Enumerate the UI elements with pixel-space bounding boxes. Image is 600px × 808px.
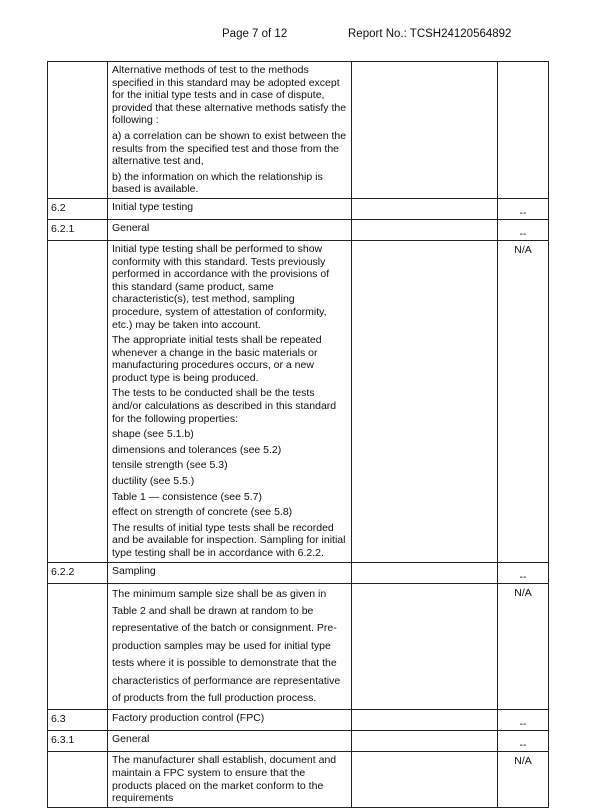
clause-cell	[48, 62, 108, 199]
clause-number: 6.3.1	[48, 731, 108, 752]
verdict-cell: N/A	[498, 752, 549, 807]
table-row	[48, 752, 549, 807]
verdict-cell: --	[498, 731, 549, 752]
result-cell	[352, 731, 498, 752]
verdict-cell: --	[498, 562, 549, 583]
report-number: Report No.: TCSH24120564892	[348, 28, 512, 40]
section-title: General	[108, 219, 352, 240]
requirement-cell	[108, 240, 352, 562]
property-item: ductility (see 5.5.)	[112, 475, 195, 488]
property-item: tensile strength (see 5.3)	[112, 459, 228, 472]
verdict-cell: N/A	[498, 240, 549, 562]
requirement-paragraph: The results of initial type tests shall be recorded and be available for inspection. Sampling for initial type testing shall be in accordance with 6.2.2.	[112, 521, 346, 559]
clause-number: 6.2	[48, 198, 108, 219]
table-row	[48, 198, 549, 219]
property-item: shape (see 5.1.b)	[112, 428, 194, 441]
table-row	[48, 62, 549, 199]
requirement-paragraph: a) a correlation can be shown to exist between the results from the specified test and those from the alternative test and,	[112, 129, 347, 168]
page-number: Page 7 of 12	[222, 28, 288, 40]
result-cell	[352, 62, 498, 199]
requirement-paragraph: The appropriate initial tests shall be repeated whenever a change in the basic materials or manufacturing procedures occurs, or a new product type is being produced.	[112, 334, 322, 384]
result-cell	[352, 752, 498, 807]
property-item: Table 1 — consistence (see 5.7)	[112, 490, 262, 503]
clause-cell	[48, 752, 108, 807]
table-row	[48, 710, 549, 731]
requirement-paragraph: b) the information on which the relationship is based is available.	[112, 170, 323, 196]
verdict-cell: --	[498, 710, 549, 731]
result-cell	[352, 562, 498, 583]
requirement-cell: The minimum sample size shall be as given in Table 2 and shall be drawn at random to be representative of the batch or consignment. Pre-production samples may be used for initial type tests where it is possible to demonstrate that the characteristics of performance are representative of products from the full production process.	[108, 583, 352, 710]
requirements-table	[47, 61, 549, 808]
result-cell	[352, 198, 498, 219]
requirement-paragraph: Initial type testing shall be performed to show conformity with this standard. Tests previously performed in accordance with the provisions of this standard (same product, same characteristic(s), test method, sampling procedure, system of attestation of conformity, etc.) may be taken into account.	[112, 242, 330, 331]
table-row	[48, 562, 549, 583]
result-cell	[352, 583, 498, 710]
result-cell	[352, 219, 498, 240]
result-cell	[352, 710, 498, 731]
verdict-cell: N/A	[498, 583, 549, 710]
requirement-cell	[108, 62, 352, 199]
requirement-paragraph: The tests to be conducted shall be the tests and/or calculations as described in this standard for the following properties:	[112, 387, 337, 425]
section-title: General	[108, 731, 352, 752]
section-title: Sampling	[108, 562, 352, 583]
section-title: Initial type testing	[108, 198, 352, 219]
verdict-cell: --	[498, 198, 549, 219]
requirement-paragraph: Alternative methods of test to the methods specified in this standard may be adopted except for the initial type tests and in case of dispute, provided that these alternative methods satisfy the following :	[112, 64, 347, 127]
table-row	[48, 731, 549, 752]
clause-number: 6.2.1	[48, 219, 108, 240]
section-title: Factory production control (FPC)	[108, 710, 352, 731]
table-row	[48, 583, 549, 710]
property-item: effect on strength of concrete (see 5.8)	[112, 506, 293, 519]
property-item: dimensions and tolerances (see 5.2)	[112, 443, 282, 456]
clause-cell	[48, 583, 108, 710]
requirement-cell: The manufacturer shall establish, document and maintain a FPC system to ensure that the products placed on the market conform to the requirements	[108, 752, 352, 807]
clause-number: 6.2.2	[48, 562, 108, 583]
verdict-cell	[498, 62, 549, 199]
table-row	[48, 219, 549, 240]
verdict-cell: --	[498, 219, 549, 240]
clause-cell	[48, 240, 108, 562]
clause-number: 6.3	[48, 710, 108, 731]
result-cell	[352, 240, 498, 562]
table-row	[48, 240, 549, 562]
